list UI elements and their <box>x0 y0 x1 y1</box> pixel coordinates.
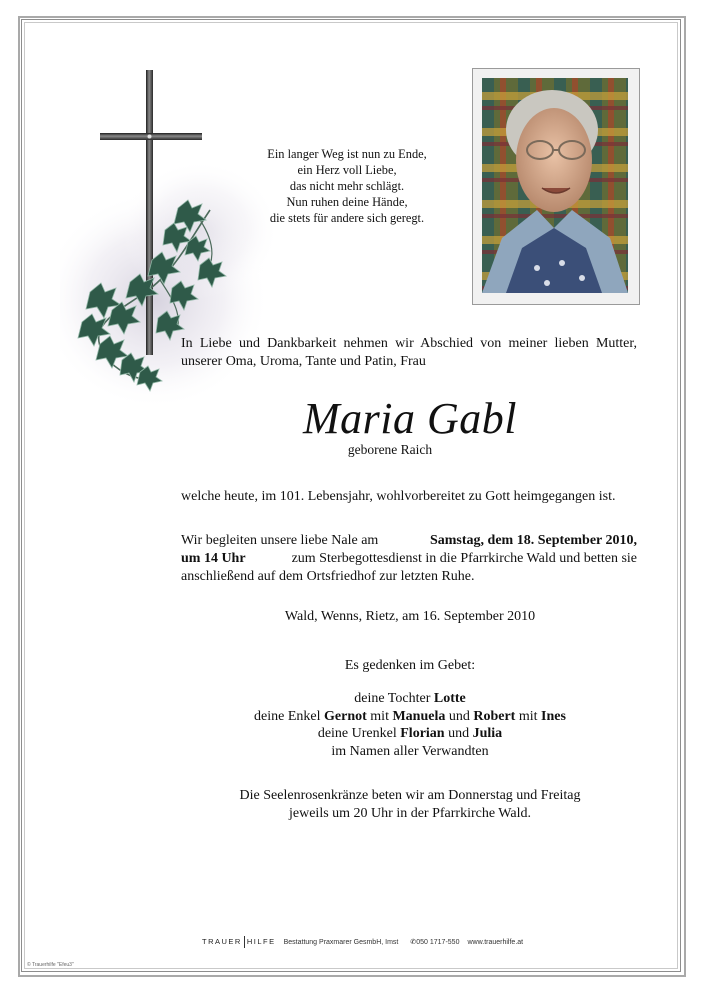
remembrance-heading: Es gedenken im Gebet: <box>344 658 476 673</box>
portrait-frame <box>472 68 640 305</box>
funeral-time: um 14 Uhr <box>181 551 246 566</box>
logo-right: HILFE <box>246 936 276 946</box>
company-name: Bestattung Praxmarer GesmbH, Imst <box>283 938 399 946</box>
funeral-text <box>181 532 637 586</box>
name-great-grandchild-1: Florian <box>400 726 445 741</box>
funeral-pre: Wir begleiten unsere liebe Nale am <box>181 533 379 548</box>
mourner-line-grandchildren <box>180 708 640 726</box>
funeral-rest-2: anschließend auf dem Ortsfriedhof zur letzten Ruhe. <box>181 569 475 584</box>
name-partner-2: Ines <box>541 708 566 724</box>
mourner-line-relatives: im Namen aller Verwandten <box>331 743 489 759</box>
intro-line-2: unserer Oma, Uroma, Tante und Patin, Frau <box>181 354 426 369</box>
cross-icon <box>60 60 280 430</box>
place-date: Wald, Wenns, Rietz, am 16. September 2010 <box>284 609 536 624</box>
mourner-line-great-grandchildren <box>180 725 640 743</box>
rosary-line-1: Die Seelenrosenkränze beten wir am Donnerstag und Freitag <box>239 788 581 803</box>
intro-text <box>181 335 637 371</box>
rosary-line-2: jeweils um 20 Uhr in der Pfarrkirche Wald. <box>289 805 531 821</box>
logo-left: TRAUER <box>202 936 242 946</box>
funeral-line-1 <box>181 532 637 550</box>
poem-line: Ein langer Weg ist nun zu Ende, <box>267 147 427 161</box>
label-great-grandchildren: deine Urenkel <box>317 726 397 741</box>
logo-divider <box>244 936 245 948</box>
mourner-line-daughter <box>180 690 640 708</box>
footer <box>202 934 523 950</box>
poem-line: das nicht mehr schlägt. <box>289 179 405 193</box>
poem-line: die stets für andere sich geregt. <box>269 211 425 225</box>
maiden-name: geborene Raich <box>347 442 433 457</box>
phone-icon: ✆ <box>410 939 417 946</box>
name-daughter: Lotte <box>433 691 466 706</box>
poem-line: ein Herz voll Liebe, <box>297 163 397 177</box>
trauerhilfe-logo <box>202 936 276 948</box>
name-partner-1: Manuela <box>392 708 446 724</box>
funeral-date: Samstag, dem 18. September 2010, <box>429 533 637 548</box>
word-and: und <box>448 726 470 741</box>
mourners-list <box>180 690 640 760</box>
word-and: und <box>448 708 470 724</box>
portrait-photo <box>482 78 628 293</box>
label-grandchildren: deine Enkel <box>254 708 321 724</box>
funeral-rest-1: zum Sterbegottesdienst in die Pfarrkirche Wald und betten sie <box>291 551 637 566</box>
portrait-image <box>482 78 628 293</box>
word-with: mit <box>518 708 538 724</box>
word-with: mit <box>370 708 389 724</box>
label-daughter: deine Tochter <box>354 691 431 706</box>
funeral-line-2 <box>181 550 637 568</box>
poem-line: Nun ruhen deine Hände, <box>286 195 408 209</box>
cross-ivy-graphic <box>60 60 280 430</box>
passing-text: welche heute, im 101. Lebensjahr, wohlvorbereitet zu Gott heimgegangen ist. <box>181 489 616 504</box>
deceased-name: Maria Gabl <box>303 394 517 443</box>
website-link[interactable]: www.trauerhilfe.at <box>467 938 524 946</box>
rosary-text <box>180 787 640 822</box>
copyright-note: © Trauerhilfe "Efeu3" <box>27 962 74 968</box>
name-grandchild-1: Gernot <box>324 708 367 724</box>
name-great-grandchild-2: Julia <box>472 726 503 741</box>
poem <box>232 146 462 226</box>
phone-number: 050 1717-550 <box>416 938 460 946</box>
name-grandchild-2: Robert <box>473 708 516 724</box>
intro-line-1: In Liebe und Dankbarkeit nehmen wir Abschied von meiner lieben Mutter, <box>181 336 637 351</box>
